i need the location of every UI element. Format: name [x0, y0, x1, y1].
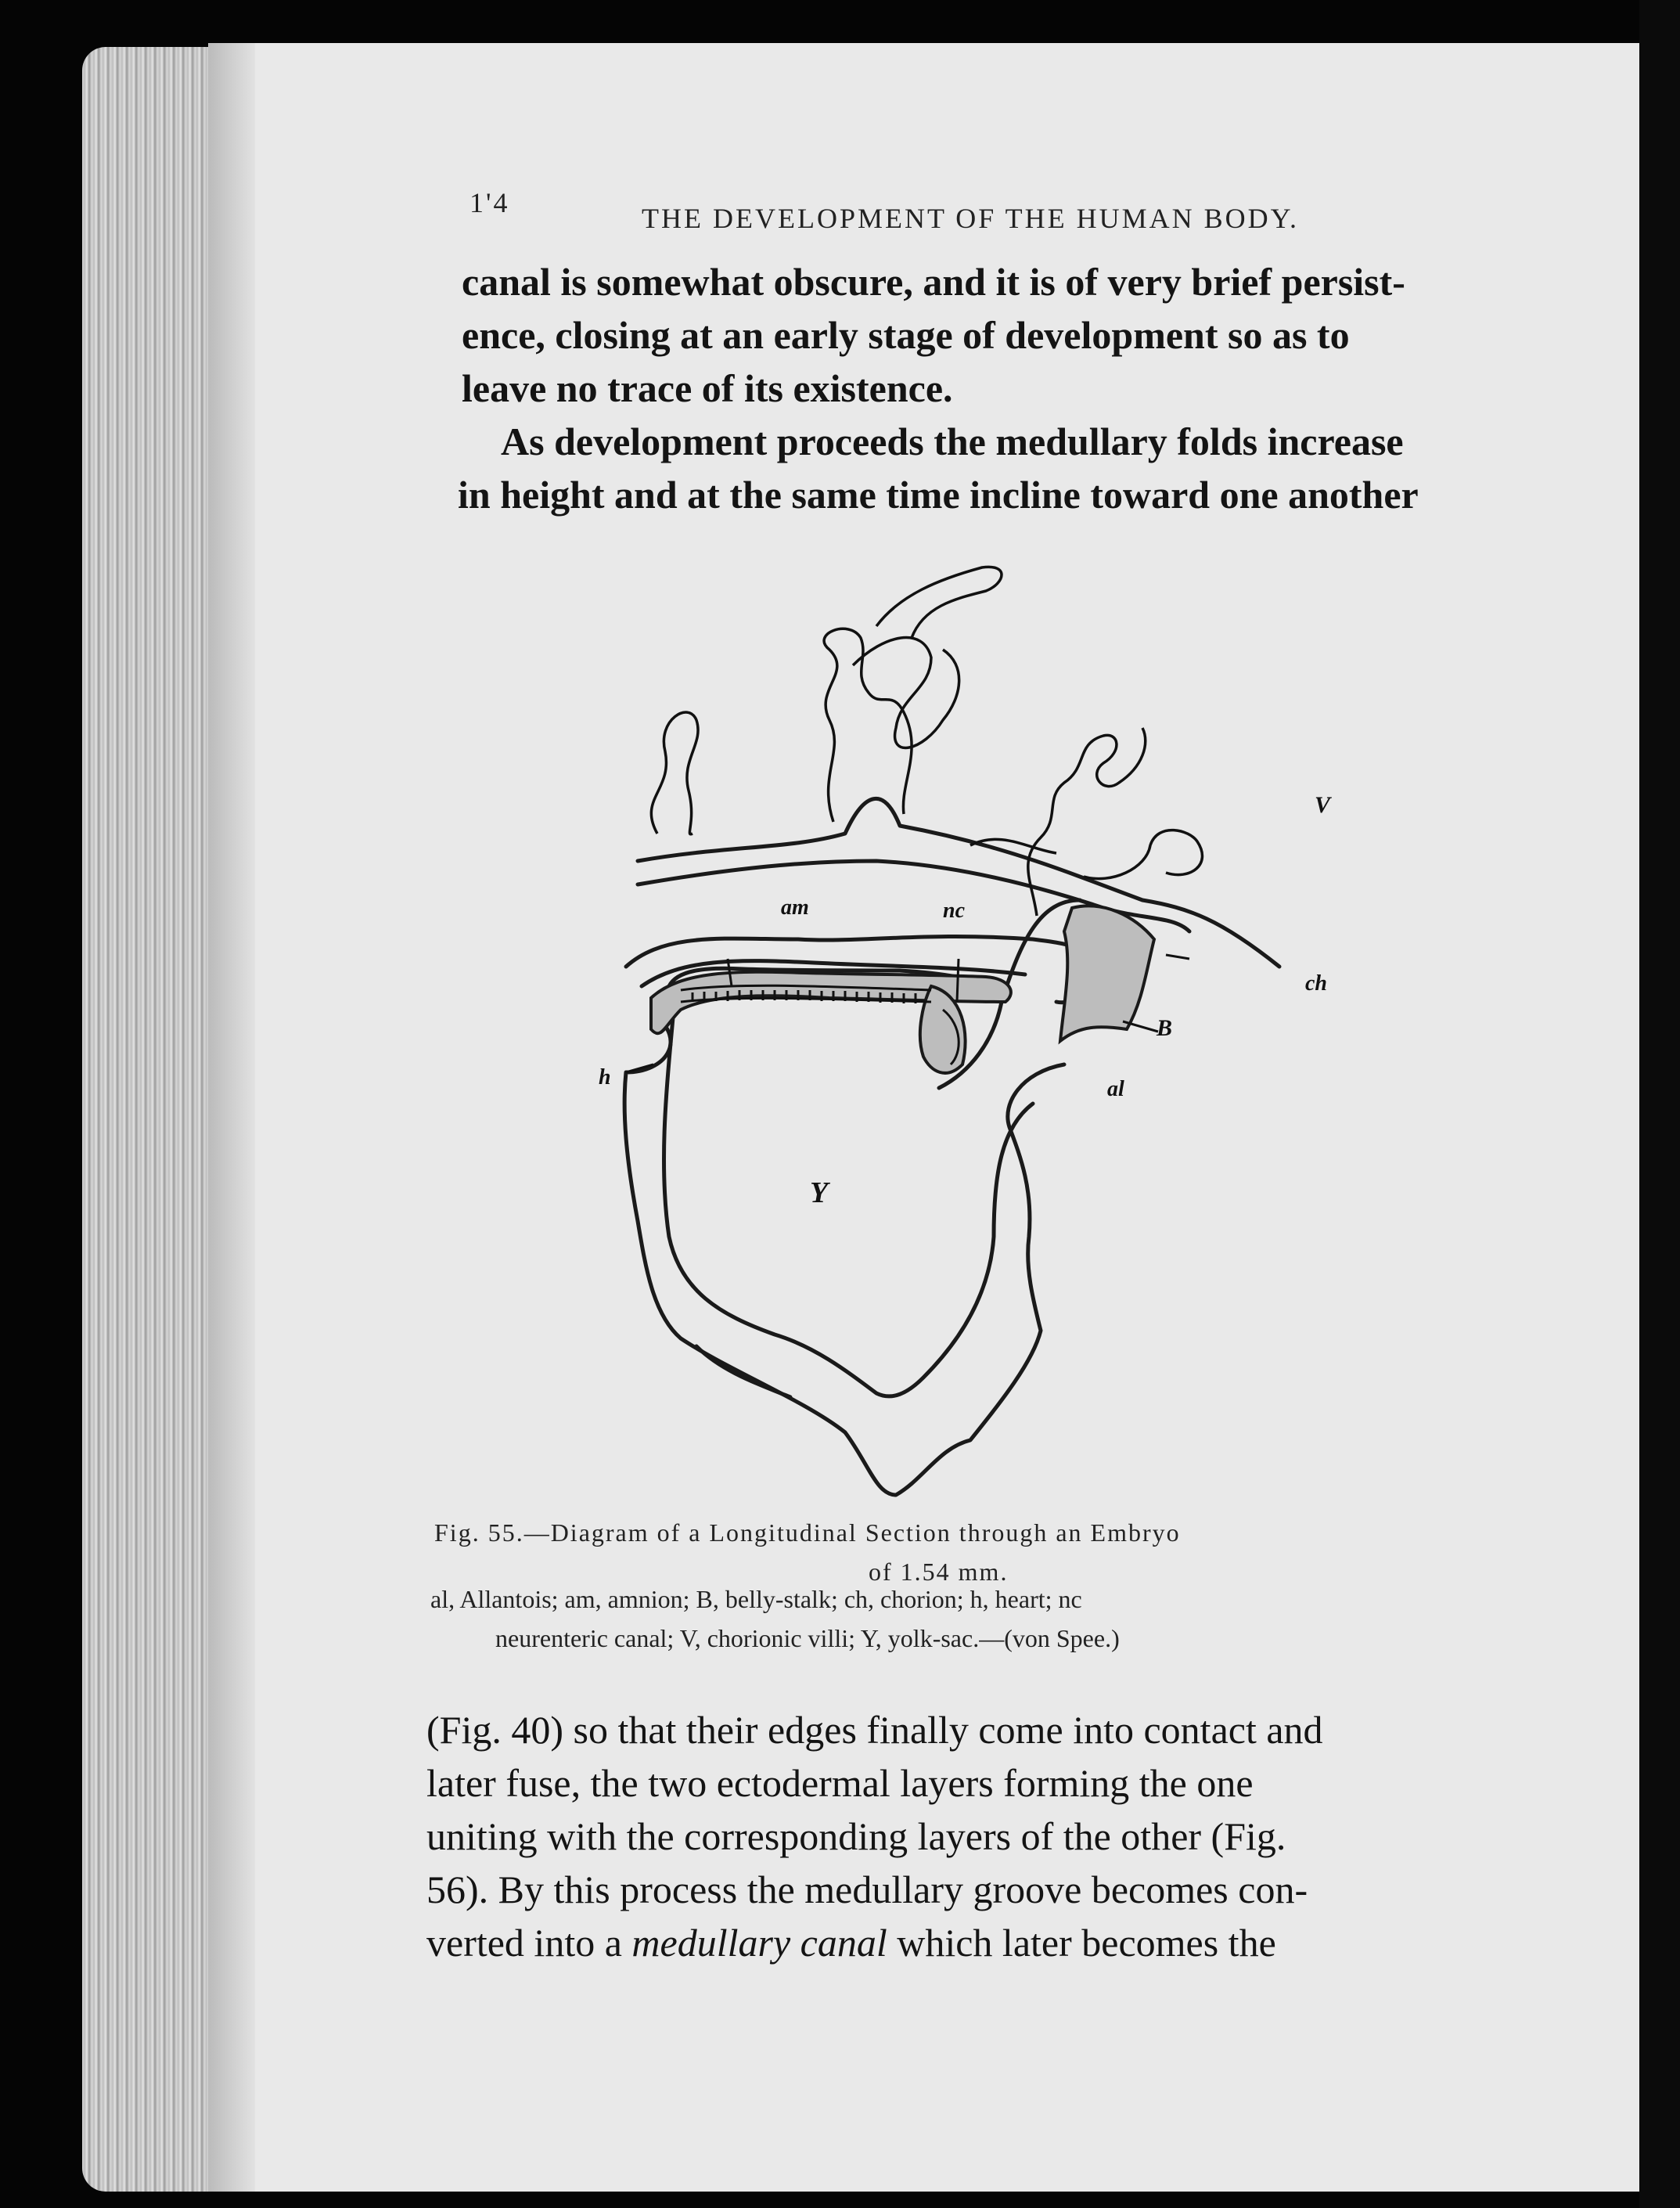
- label-Y: Y: [810, 1176, 829, 1209]
- label-am: am: [781, 895, 809, 920]
- bottom-paragraph-line-5-tail: which later becomes the: [897, 1921, 1276, 1965]
- figure-caption-legend-line-2: neurenteric canal; V, chorionic villi; Y, yolk-sac.—(von Spee.): [495, 1624, 1120, 1652]
- top-paragraph-line-4: As development proceeds the medullary folds increase: [501, 420, 1404, 463]
- bottom-paragraph-line-4: 56). By this process the medullary groove becomes con-: [426, 1868, 1308, 1911]
- bottom-paragraph-line-3: uniting with the corresponding layers of the other (Fig.: [426, 1814, 1286, 1858]
- figure-caption-title-line-2: of 1.54 mm.: [869, 1558, 1009, 1586]
- top-paragraph-line-2: ence, closing at an early stage of development so as to: [462, 313, 1350, 357]
- bottom-paragraph-line-5: [426, 1919, 1276, 1966]
- medullary-canal-phrase: medullary canal: [631, 1921, 887, 1965]
- top-paragraph-line-1: canal is somewhat obscure, and it is of very brief persist-: [462, 260, 1405, 304]
- label-al: al: [1107, 1077, 1124, 1101]
- bottom-paragraph-line-5-start: verted into a: [426, 1921, 622, 1965]
- top-paragraph-line-5: in height and at the same time incline toward one another: [458, 473, 1419, 517]
- label-ch: ch: [1305, 971, 1327, 996]
- label-B: B: [1157, 1015, 1173, 1041]
- label-nc: nc: [943, 899, 965, 923]
- bottom-paragraph-line-1: (Fig. 40) so that their edges finally come into contact and: [426, 1708, 1323, 1752]
- figure-caption-legend-line-1: al, Allantois; am, amnion; B, belly-stalk; ch, chorion; h, heart; nc: [430, 1585, 1082, 1613]
- bottom-paragraph-line-2: later fuse, the two ectodermal layers forming the one: [426, 1761, 1254, 1805]
- label-V: V: [1315, 792, 1331, 818]
- figure-caption-title-line-1: Fig. 55.—Diagram of a Longitudinal Section through an Embryo: [434, 1518, 1181, 1547]
- page-number: 1'4: [469, 187, 510, 218]
- page-shadow: [1639, 0, 1680, 2208]
- label-h: h: [599, 1065, 611, 1090]
- running-title: THE DEVELOPMENT OF THE HUMAN BODY.: [642, 203, 1300, 234]
- embryo-section-figure: [595, 564, 1377, 1518]
- top-paragraph-line-3: leave no trace of its existence.: [462, 366, 953, 410]
